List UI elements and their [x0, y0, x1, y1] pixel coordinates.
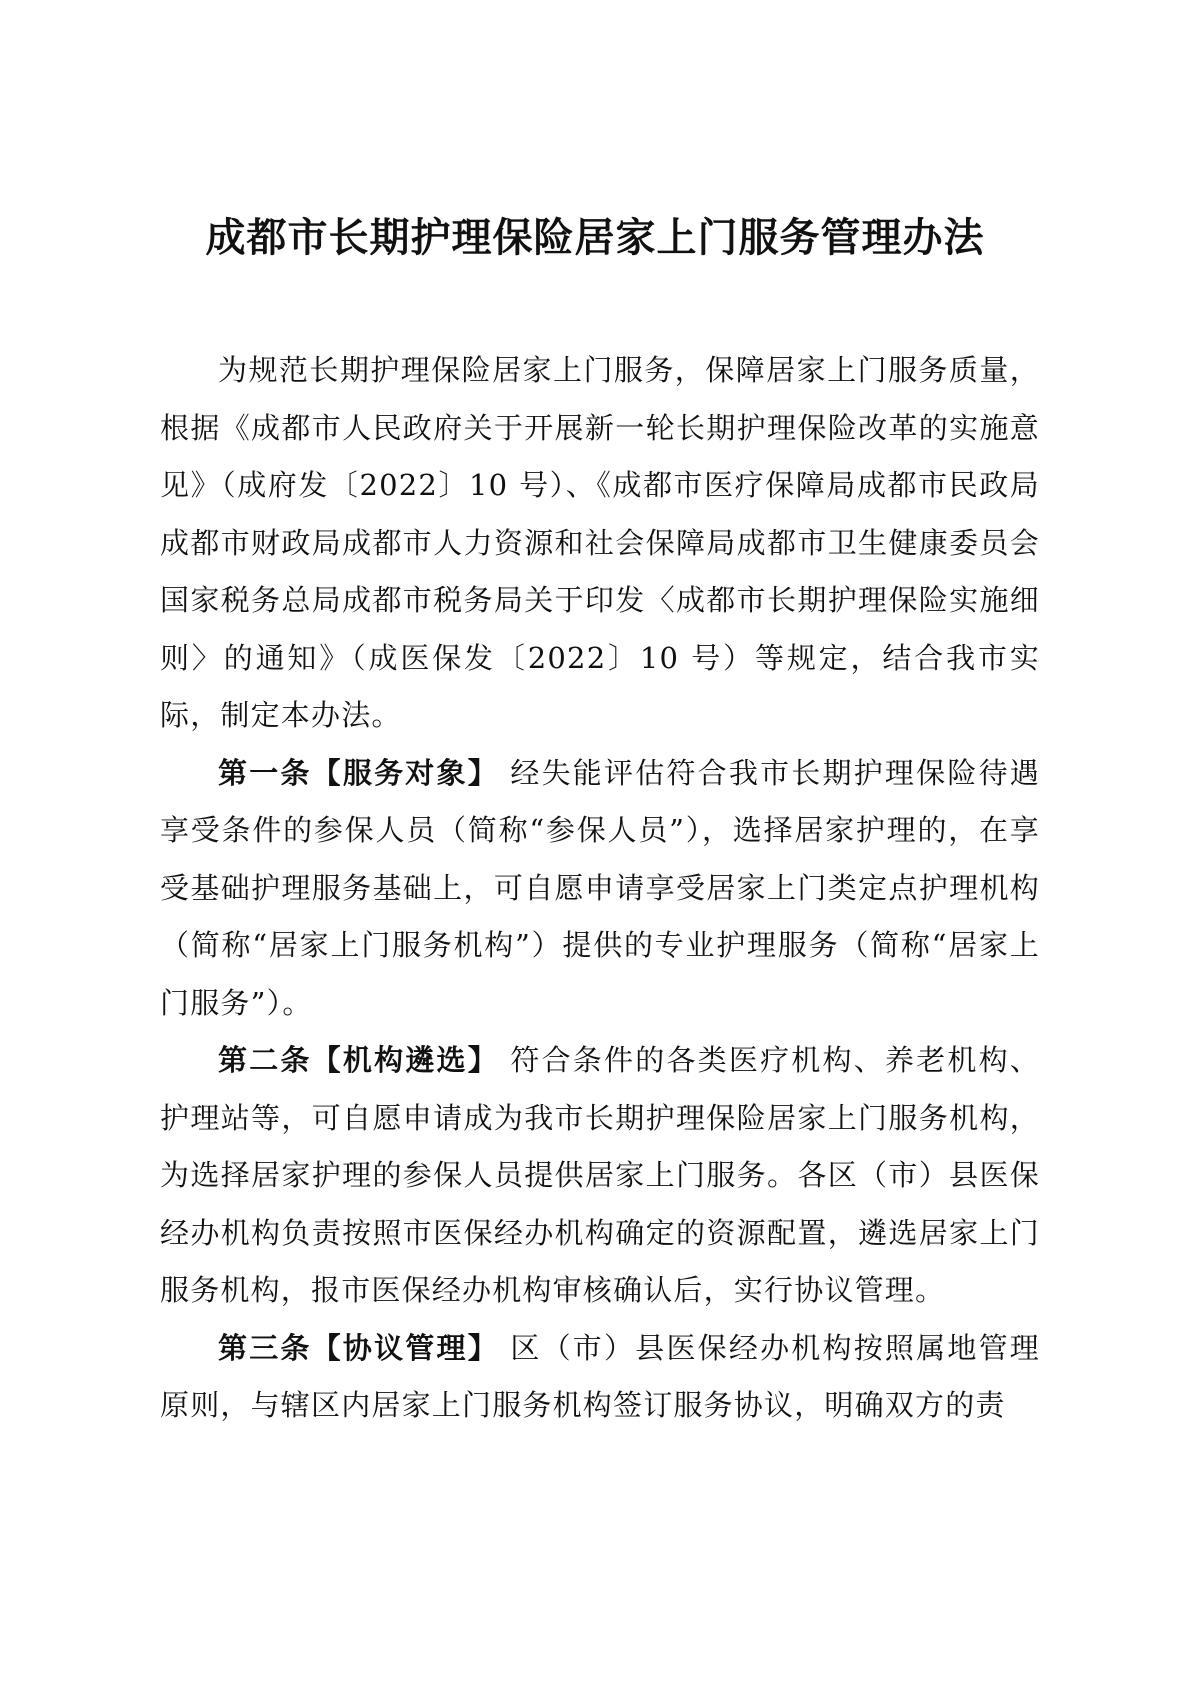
article-2-heading: 第二条【机构遴选】: [218, 1043, 499, 1077]
article-2: [160, 1032, 1040, 1320]
article-3-text: 区（市）县医保经办机构按照属地管理原则，与辖区内居家上门服务机构签订服务协议，明确双方的责: [160, 1330, 1040, 1422]
article-1-text: 经失能评估符合我市长期护理保险待遇享受条件的参保人员（简称“参保人员”），选择居家护理的，在享受基础护理服务基础上，可自愿申请享受居家上门类定点护理机构（简称“居家上门服务机构”）提供的专业护理服务（简称“居家上门服务”）。: [160, 755, 1040, 1020]
article-3: [160, 1320, 1040, 1435]
article-1-heading: 第一条【服务对象】: [218, 755, 499, 790]
page-title: 成都市长期护理保险居家上门服务管理办法: [205, 215, 985, 261]
article-3-heading: 第三条【协议管理】: [218, 1330, 499, 1365]
article-2-text: 符合条件的各类医疗机构、养老机构、护理站等，可自愿申请成为我市长期护理保险居家上门服务机构，为选择居家护理的参保人员提供居家上门服务。各区（市）县医保经办机构负责按照市医保经办机构确定的资源配置，遴选居家上门服务机构，报市医保经办机构审核确认后，实行协议管理。: [160, 1043, 1040, 1307]
document-body: [160, 342, 1040, 1435]
intro-paragraph: 为规范长期护理保险居家上门服务，保障居家上门服务质量，根据《成都市人民政府关于开展新一轮长期护理保险改革的实施意见》（成府发〔2022〕10 号）、《成都市医疗保障局成都市民政局成都市财政局成都市人力资源和社会保障局成都市卫生健康委员会国家税务总局成都市税务局关于印发〈成都市长期护理保险实施细则〉的通知》（成医保发〔2022〕10 号）等规定，结合我市实际，制定本办法。: [160, 353, 1040, 732]
article-1: [160, 745, 1040, 1033]
